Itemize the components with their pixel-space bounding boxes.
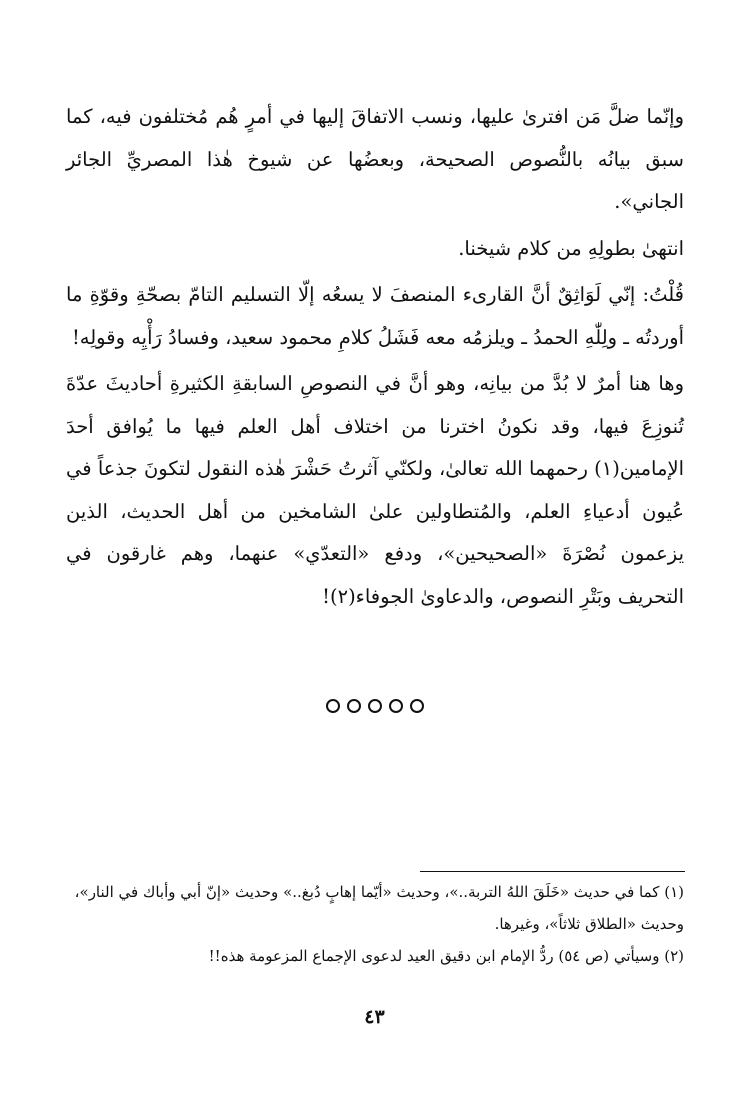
paragraph-author-note: قُلْتُ: إنّي لَوَاثِقٌ أنَّ القارىء المنصفَ لا يسعُه إلّا التسليم التامّ بصحّةِ وقوّةِ ما أوردتُه ـ ولِلّٰهِ الحمدُ ـ ويلزمُه معه فَشَلُ كلامِ محمود سعيد، وفسادُ رَأْيِه وقولِه! [66,283,684,349]
circle-ornament-icon [410,699,424,713]
paragraph-end-quote: انتهىٰ بطولِهِ من كلام شيخنا. [458,236,684,260]
circle-ornament-icon [368,699,382,713]
circle-ornament-icon [389,699,403,713]
circle-ornament-icon [326,699,340,713]
page-number: ٤٣ [364,1006,385,1028]
paragraph-clarification: وها هنا أمرٌ لا بُدَّ من بيانِه، وهو أنَّ في النصوصِ السابقةِ الكثيرةِ أحاديثَ عدّةَ تُنوزِعَ فيها، وقد نكونُ اخترنا من اختلاف أهل العلم فيها ما يُوافق أحدَ الإمامين(١) رحمهما الله تعالىٰ، ولكنّي آثرتُ حَشْرَ هٰذه النقول لتكونَ جذعاً في عُيون أدعياءِ العلم، والمُتطاولين علىٰ الشامخين من أهل الحديث، الذين يزعمون نُصْرَةَ «الصحيحين»، ودفع «التعدّي» عنهما، وهم غارقون في التحريف وبَتْرِ النصوص، والدعاوىٰ الجوفاء(٢)! [66,372,684,608]
footnote-1: (١) كما في حديث «خَلَقَ اللهُ التربة..»، وحديث «أيّما إهابٍ دُبغ..» وحديث «إنّ أبي وأباك في النار»، وحديث «الطلاق ثلاثاً»، وغيرها. [74,883,684,933]
circle-ornament-icon [347,699,361,713]
footnotes [66,876,684,972]
section-divider-ornament [0,691,749,721]
footnote-2: (٢) وسيأتي (ص ٥٤) ردُّ الإمام ابن دقيق العيد لدعوى الإجماع المزعومة هذه!! [208,947,684,965]
main-text [66,96,684,618]
paragraph-continuation: وإنّما ضلَّ مَن افترىٰ عليها، ونسب الاتفاقَ إليها في أمرٍ هُم مُختلفون فيه، كما سبق بيانُه بالنُّصوص الصحيحة، وبعضُها عن شيوخ هٰذا المصريِّ الجائر الجاني». [66,105,684,213]
footnote-separator [420,871,685,872]
